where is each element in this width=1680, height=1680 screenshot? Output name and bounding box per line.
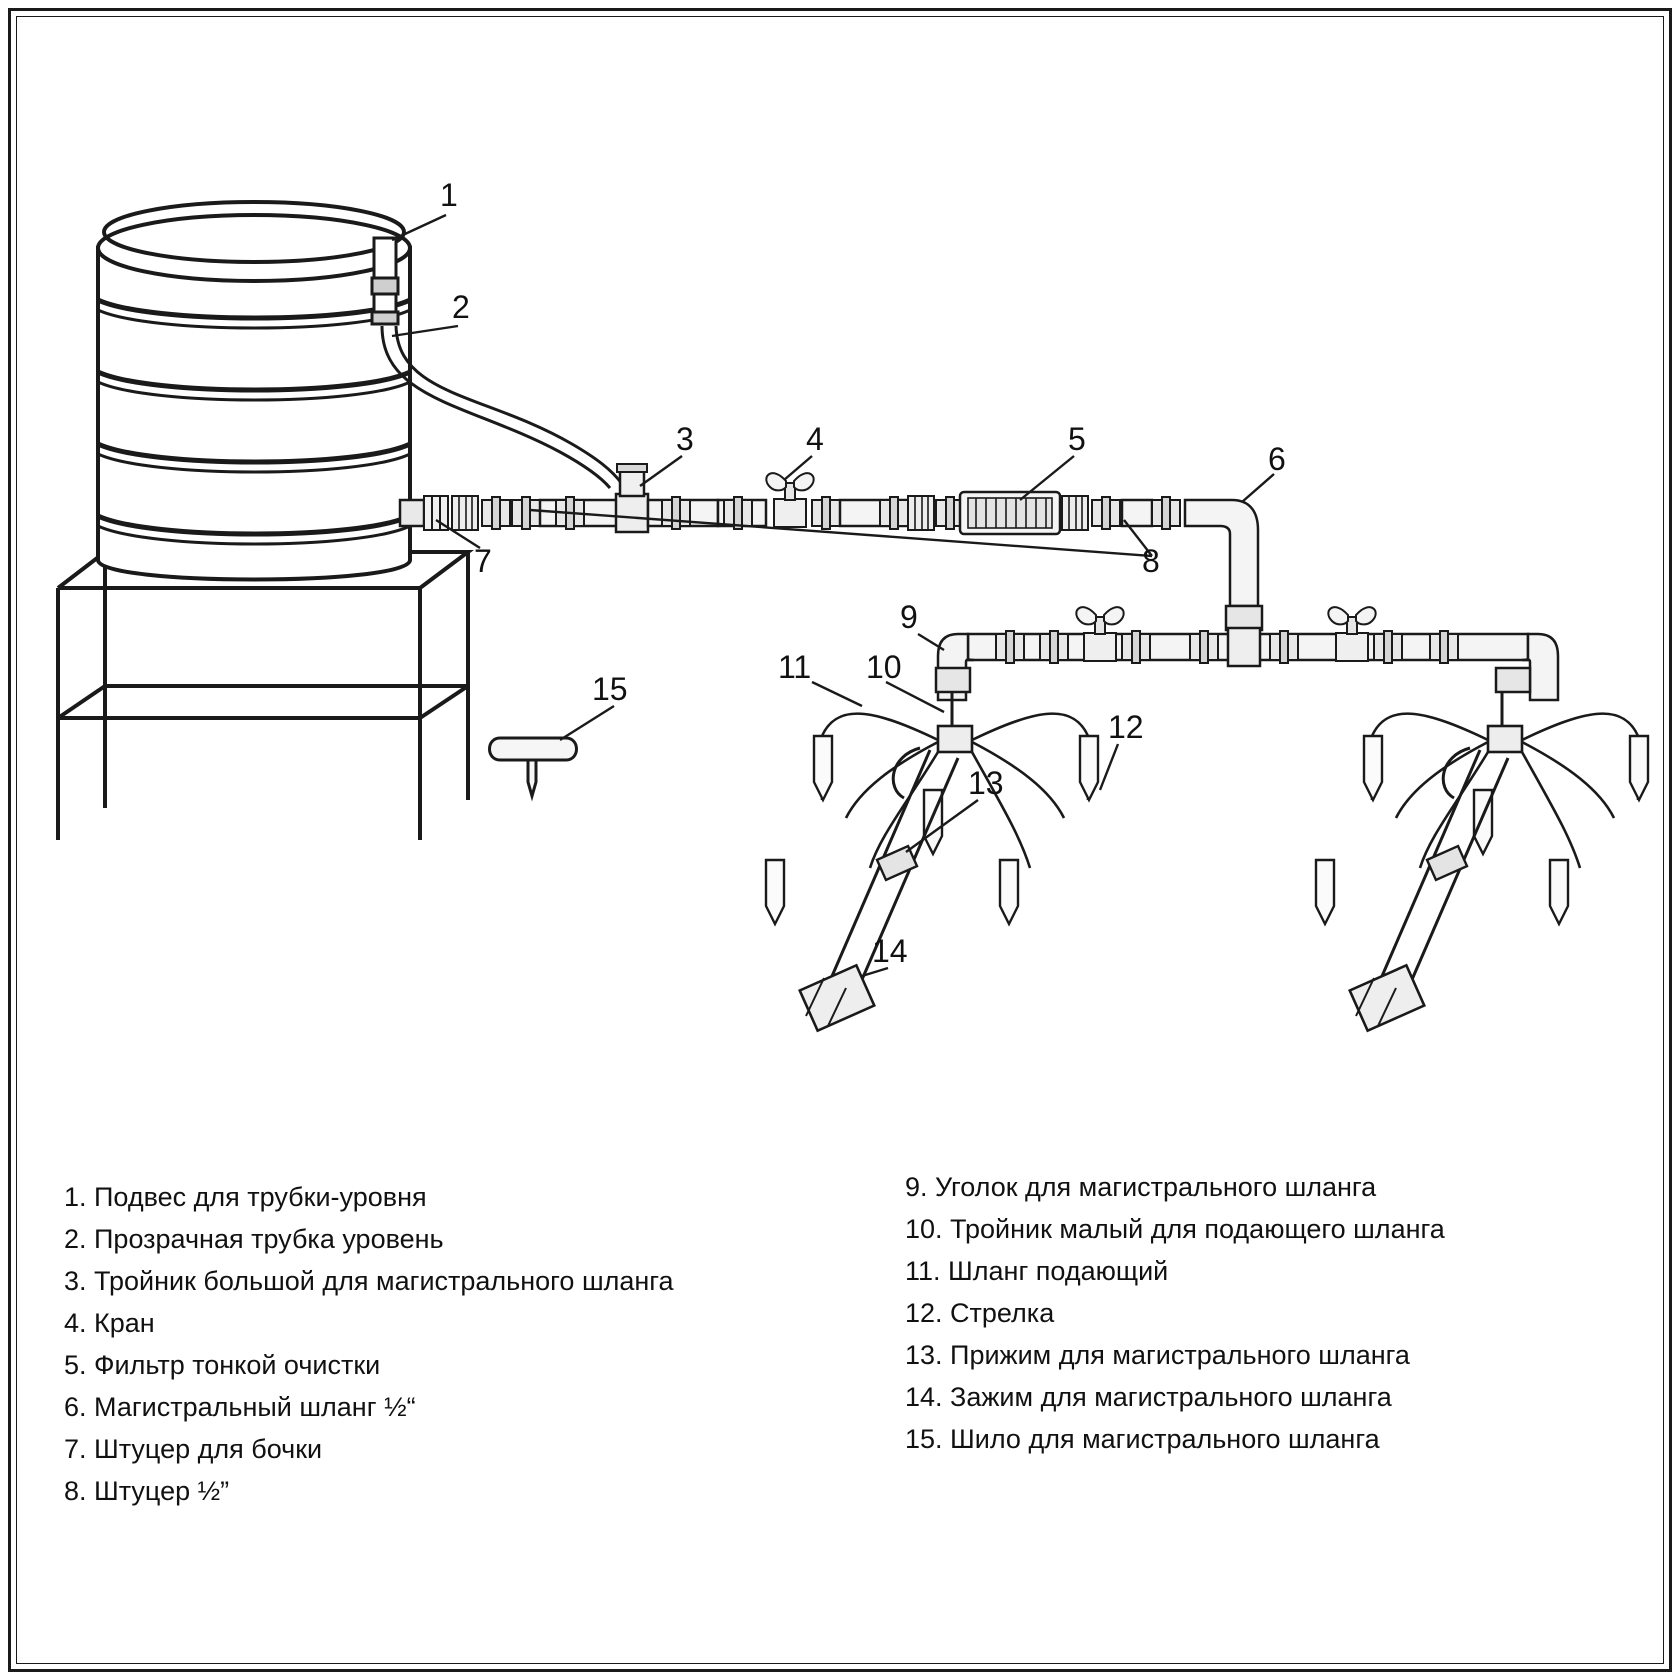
legend-item: 11. Шланг подающий	[905, 1256, 1169, 1286]
legend-item: 7. Штуцер для бочки	[64, 1434, 323, 1464]
tee-large-2	[1228, 628, 1260, 666]
svg-text:11: 11	[778, 649, 812, 685]
legend-item: 9. Уголок для магистрального шланга	[905, 1172, 1377, 1202]
legend-item: 2. Прозрачная трубка уровень	[64, 1224, 444, 1254]
tap-valve	[766, 473, 813, 527]
tap-valve-2	[1076, 607, 1123, 661]
svg-text:10: 10	[866, 649, 902, 685]
svg-text:3: 3	[676, 421, 694, 457]
svg-text:4: 4	[806, 421, 824, 457]
legend-item: 5. Фильтр тонкой очистки	[64, 1350, 381, 1380]
main-hose-elbow	[1185, 500, 1258, 606]
legend-item: 10. Тройник малый для подающего шланга	[905, 1214, 1445, 1244]
barrel-fitting	[400, 496, 540, 530]
tap-valve-3	[1328, 607, 1375, 661]
legend-item: 12. Стрелка	[905, 1298, 1055, 1328]
legend-item: 6. Магистральный шланг ½“	[64, 1392, 416, 1422]
legend-right-column	[905, 1166, 1445, 1460]
legend-item: 13. Прижим для магистрального шланга	[905, 1340, 1410, 1370]
tee-large	[616, 464, 648, 532]
svg-text:14: 14	[872, 933, 908, 969]
svg-text:5: 5	[1068, 421, 1086, 457]
svg-text:6: 6	[1268, 441, 1286, 477]
svg-text:1: 1	[440, 177, 458, 213]
dripper-group-right	[1316, 692, 1648, 1031]
svg-text:15: 15	[592, 671, 628, 707]
svg-text:2: 2	[452, 289, 470, 325]
svg-text:8: 8	[1142, 543, 1160, 579]
water-barrel	[98, 202, 410, 580]
legend-item: 15. Шило для магистрального шланга	[905, 1424, 1380, 1454]
legend-left-column	[64, 1176, 674, 1512]
svg-text:12: 12	[1108, 709, 1144, 745]
barrel-stand	[58, 552, 468, 840]
legend-item: 1. Подвес для трубки-уровня	[64, 1182, 427, 1212]
fine-filter	[960, 492, 1060, 534]
dripper-group-left	[766, 692, 1098, 1031]
svg-text:9: 9	[900, 599, 918, 635]
legend-item: 14. Зажим для магистрального шланга	[905, 1382, 1392, 1412]
legend-item: 8. Штуцер ½”	[64, 1476, 230, 1506]
svg-text:7: 7	[474, 543, 492, 579]
svg-text:13: 13	[968, 765, 1004, 801]
awl-tool	[490, 738, 577, 796]
callout-leaders	[392, 215, 1274, 976]
legend-item: 3. Тройник большой для магистрального шланга	[64, 1266, 674, 1296]
callout-numbers	[440, 177, 1286, 969]
legend-item: 4. Кран	[64, 1308, 155, 1338]
